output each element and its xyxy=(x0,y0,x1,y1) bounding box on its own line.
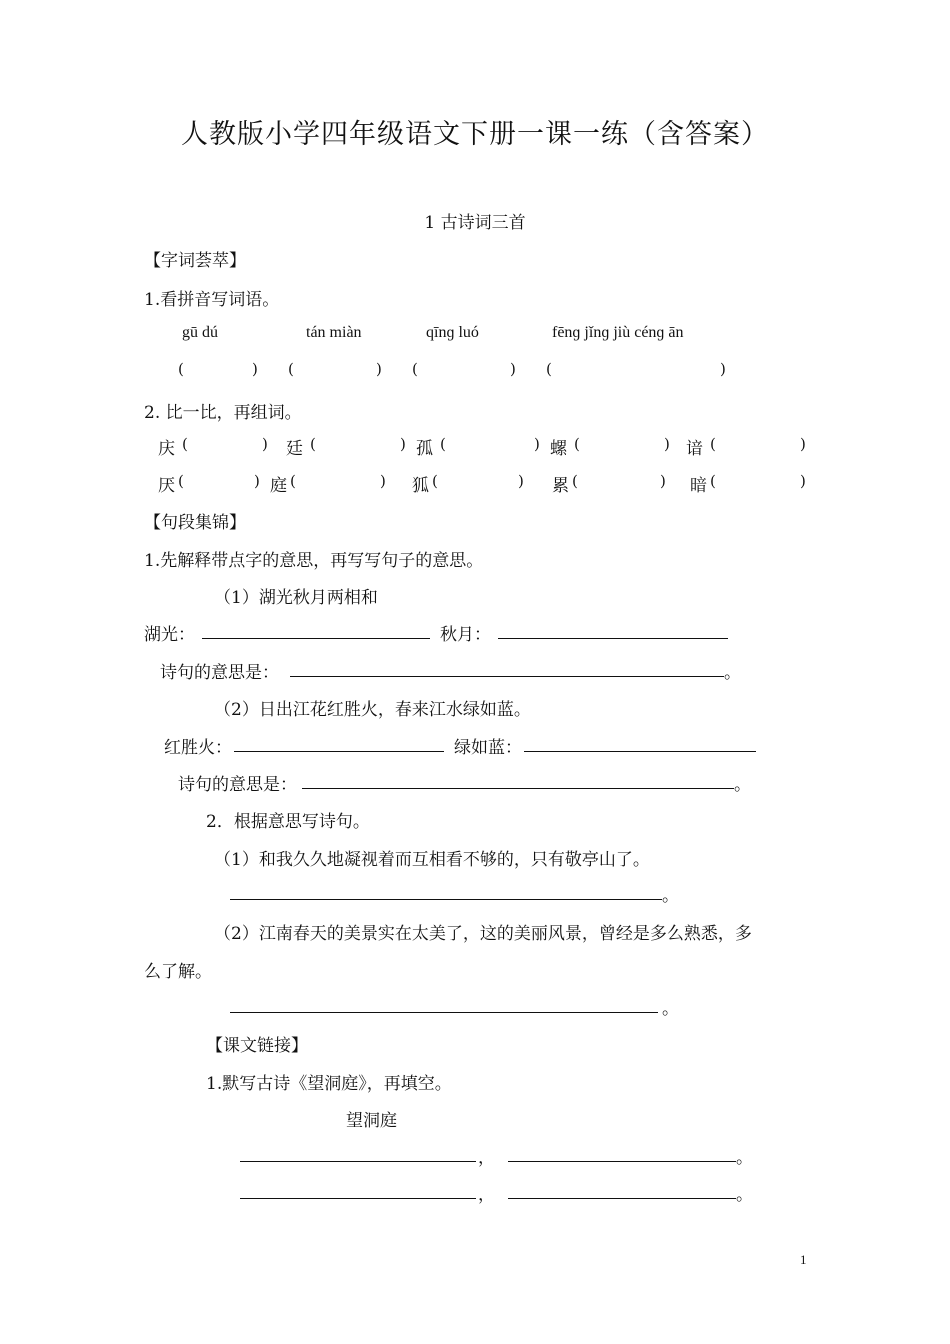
compare-char: 庭 xyxy=(270,476,287,496)
field-label: 红胜火： xyxy=(164,738,232,758)
answer-bracket-close: ) xyxy=(510,360,516,378)
answer-bracket-close: ) xyxy=(720,360,726,378)
question-poem-label: 1.默写古诗《望洞庭》，再填空。 xyxy=(206,1074,452,1094)
punctuation: 。 xyxy=(724,663,741,683)
section-heading-vocab: 【字词荟萃】 xyxy=(144,251,246,271)
answer-line[interactable] xyxy=(230,899,662,900)
compare-char: 谙 xyxy=(686,439,703,459)
punctuation: 。 xyxy=(736,1185,753,1205)
compare-char: 厌 xyxy=(158,476,175,496)
answer-bracket-open: ( xyxy=(574,435,580,453)
pinyin-item: fēnɡ jǐnɡ jiù cénɡ ān xyxy=(552,324,684,341)
answer-bracket-close: ) xyxy=(800,472,806,490)
punctuation: 。 xyxy=(736,1148,753,1168)
answer-bracket-close: ) xyxy=(262,435,268,453)
question-compare-label: 2. 比一比，再组词。 xyxy=(144,403,302,423)
section-heading-text-link: 【课文链接】 xyxy=(206,1036,308,1056)
document-title: 人教版小学四年级语文下册一课一练（含答案） xyxy=(181,119,769,150)
poem-title: 望洞庭 xyxy=(346,1111,397,1131)
answer-line[interactable] xyxy=(240,1198,476,1199)
answer-bracket-open: ( xyxy=(178,360,184,378)
punctuation: 。 xyxy=(734,775,751,795)
answer-bracket-open: ( xyxy=(710,472,716,490)
answer-line[interactable] xyxy=(290,676,724,677)
pinyin-item: qīnɡ luó xyxy=(426,324,479,341)
answer-bracket-close: ) xyxy=(380,472,386,490)
compare-char: 廷 xyxy=(286,439,303,459)
explain-item-2: （2）日出江花红胜火，春来江水绿如蓝。 xyxy=(214,700,531,720)
punctuation: 。 xyxy=(662,886,679,906)
field-label: 湖光： xyxy=(144,625,195,645)
answer-bracket-close: ) xyxy=(518,472,524,490)
field-label: 绿如蓝： xyxy=(454,738,522,758)
answer-bracket-close: ) xyxy=(252,360,258,378)
answer-bracket-open: ( xyxy=(290,472,296,490)
answer-line[interactable] xyxy=(234,751,444,752)
answer-bracket-close: ) xyxy=(660,472,666,490)
answer-bracket-open: ( xyxy=(288,360,294,378)
answer-line[interactable] xyxy=(508,1161,736,1162)
punctuation: ， xyxy=(478,1148,495,1168)
page-number: 1 xyxy=(800,1252,807,1267)
compare-char: 狐 xyxy=(412,476,429,496)
answer-bracket-open: ( xyxy=(178,472,184,490)
answer-line[interactable] xyxy=(508,1198,736,1199)
answer-bracket-close: ) xyxy=(664,435,670,453)
answer-bracket-open: ( xyxy=(310,435,316,453)
answer-bracket-open: ( xyxy=(182,435,188,453)
answer-line[interactable] xyxy=(230,1012,658,1013)
compare-char: 螺 xyxy=(550,439,567,459)
answer-bracket-open: ( xyxy=(572,472,578,490)
answer-bracket-open: ( xyxy=(412,360,418,378)
answer-bracket-close: ) xyxy=(800,435,806,453)
question-explain-label: 1.先解释带点字的意思，再写写句子的意思。 xyxy=(144,551,484,571)
compare-char: 累 xyxy=(552,476,569,496)
explain-item-1: （1）湖光秋月两相和 xyxy=(214,588,378,608)
question-write-label: 2．根据意思写诗句。 xyxy=(206,812,370,832)
compare-char: 庆 xyxy=(158,439,175,459)
field-label: 秋月： xyxy=(440,625,491,645)
answer-bracket-open: ( xyxy=(440,435,446,453)
write-item-1: （1）和我久久地凝视着而互相看不够的，只有敬亭山了。 xyxy=(214,850,650,870)
compare-char: 孤 xyxy=(416,439,433,459)
compare-char: 暗 xyxy=(690,476,707,496)
answer-line[interactable] xyxy=(202,638,430,639)
section-heading-sentences: 【句段集锦】 xyxy=(144,513,246,533)
answer-line[interactable] xyxy=(302,788,734,789)
write-item-2-cont: 么了解。 xyxy=(144,962,212,982)
answer-bracket-close: ) xyxy=(254,472,260,490)
answer-line[interactable] xyxy=(524,751,756,752)
answer-bracket-open: ( xyxy=(710,435,716,453)
answer-bracket-close: ) xyxy=(400,435,406,453)
answer-bracket-open: ( xyxy=(546,360,552,378)
write-item-2: （2）江南春天的美景实在太美了，这的美丽风景，曾经是多么熟悉，多 xyxy=(214,924,752,944)
answer-line[interactable] xyxy=(240,1161,476,1162)
lesson-title: 1 古诗词三首 xyxy=(424,213,526,233)
pinyin-item: tán miàn xyxy=(306,324,362,341)
punctuation: 。 xyxy=(662,999,679,1019)
field-label: 诗句的意思是： xyxy=(160,663,279,683)
field-label: 诗句的意思是： xyxy=(178,775,297,795)
pinyin-item: gū dú xyxy=(182,324,218,341)
answer-bracket-close: ) xyxy=(534,435,540,453)
punctuation: ， xyxy=(478,1185,495,1205)
answer-bracket-open: ( xyxy=(432,472,438,490)
answer-line[interactable] xyxy=(498,638,728,639)
question-pinyin-label: 1.看拼音写词语。 xyxy=(144,290,280,310)
answer-bracket-close: ) xyxy=(376,360,382,378)
